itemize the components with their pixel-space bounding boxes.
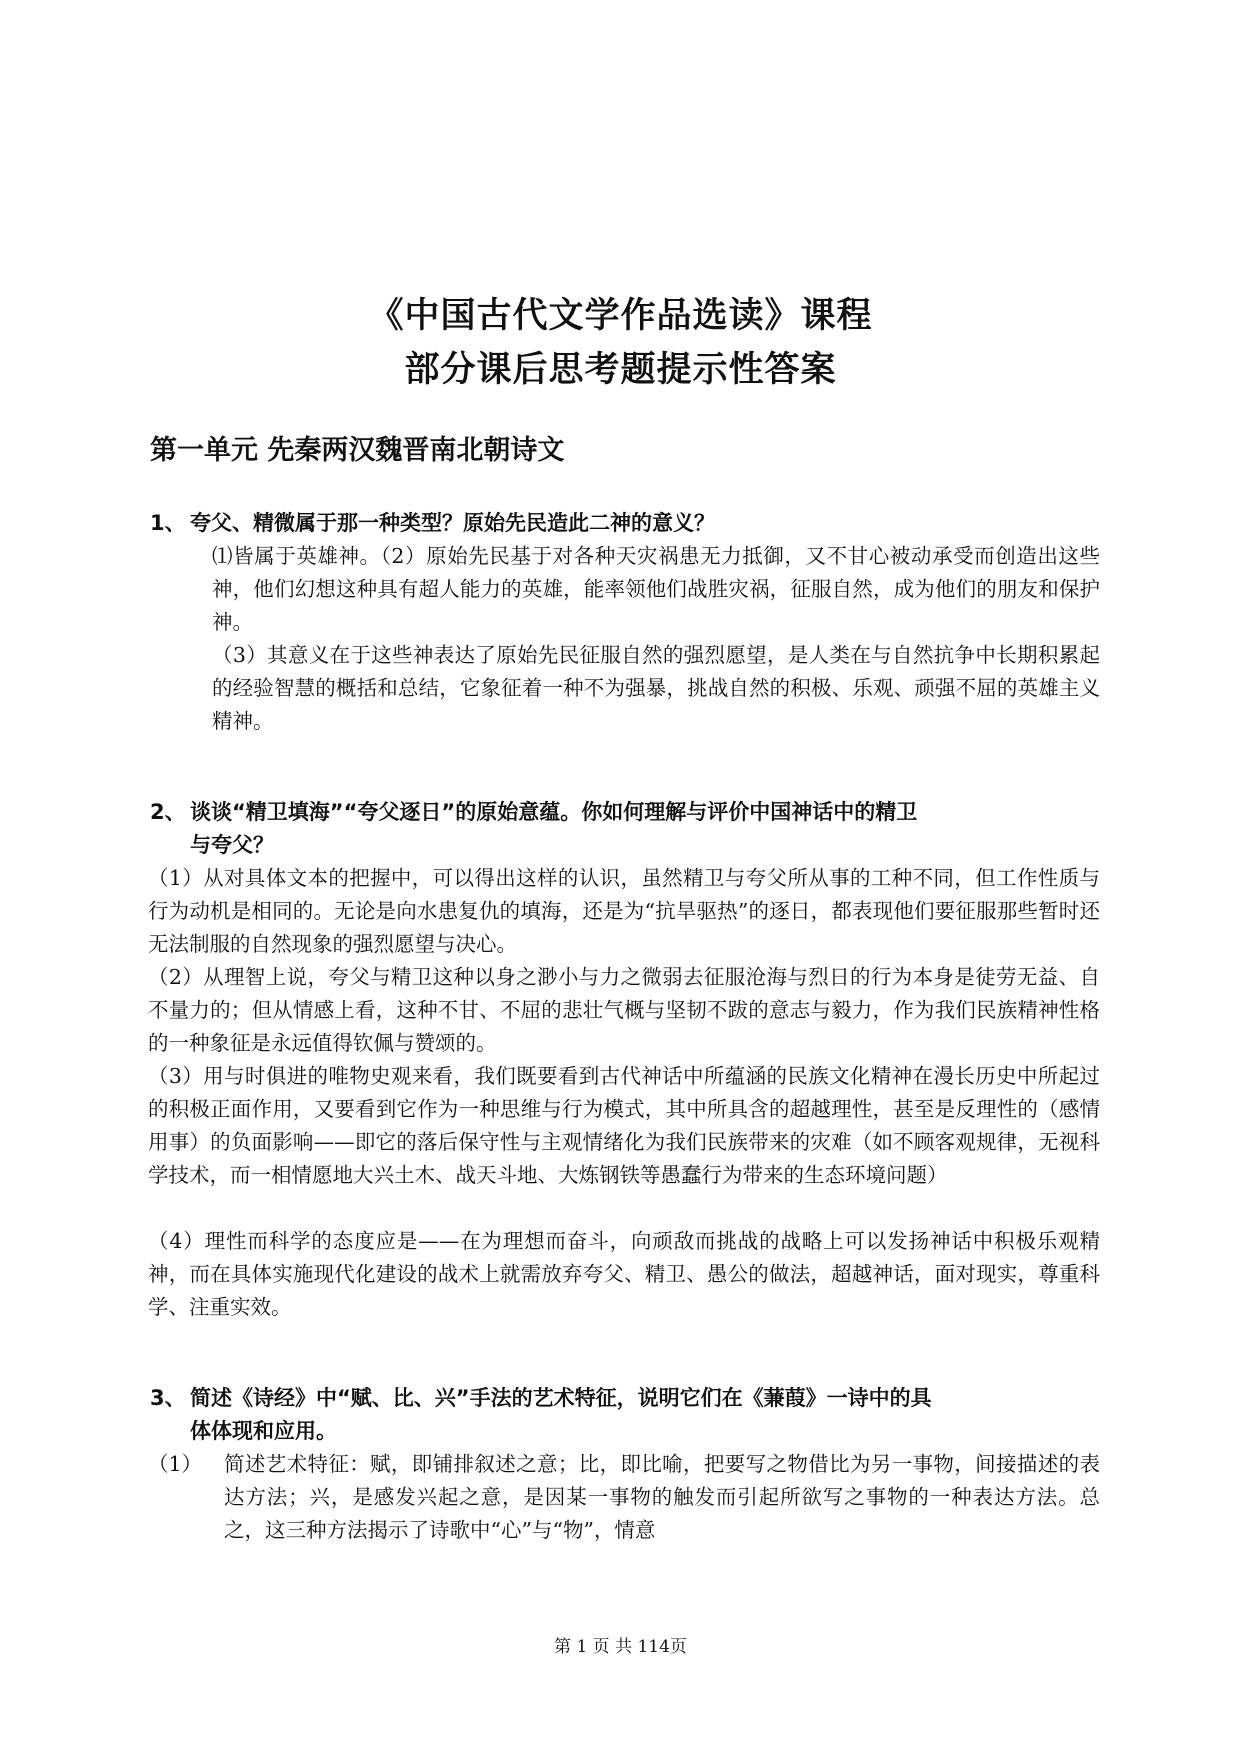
- question-1-title: [150, 507, 1100, 540]
- question-2-answer-2: （2）从理智上说，夸父与精卫这种以身之渺小与力之微弱去征服沧海与烈日的行为本身是徒劳无益、自不量力的；但从情感上看，这种不甘、不屈的悲壮气概与坚韧不跋的意志与毅力，作为我们民族精神性格的一种象征是永远值得钦佩与赞颂的。: [148, 965, 1100, 1055]
- question-3-title: [150, 1382, 1100, 1448]
- question-2-answer-1: （1）从对具体文本的把握中，可以得出这样的认识，虽然精卫与夸父所从事的工种不同，但工作性质与行为动机是相同的。无论是向水患复仇的填海，还是为“抗旱驱热”的逐日，都表现他们要征服那些暂时还无法制服的自然现象的强烈愿望与决心。: [148, 866, 1100, 956]
- unit-heading: 第一单元 先秦两汉魏晋南北朝诗文: [150, 435, 565, 466]
- document-title-line1: 《中国古代文学作品选读》课程: [368, 296, 873, 336]
- question-2-title-line2: 与夸父？: [190, 833, 274, 857]
- question-1-answer-2: （3）其意义在于这些神表达了原始先民征服自然的强烈愿望，是人类在与自然抗争中长期积累起的经验智慧的概括和总结，它象征着一种不为强暴，挑战自然的积极、乐观、顽强不屈的英雄主义精神。: [212, 643, 1100, 733]
- question-1-answer-1: ⑴皆属于英雄神。（2）原始先民基于对各种天灾祸患无力抵御，又不甘心被动承受而创造出这些神，他们幻想这种具有超人能力的英雄，能率领他们战胜灾祸，征服自然，成为他们的朋友和保护神。: [212, 544, 1100, 634]
- question-3-answer-1-number: （1）: [148, 1452, 203, 1476]
- question-2-title: [150, 796, 1100, 862]
- question-3-title-line2: 体体现和应用。: [190, 1419, 337, 1443]
- document-title-line2: 部分课后思考题提示性答案: [404, 350, 837, 390]
- question-1-number: 1、: [150, 511, 186, 535]
- question-2-number: 2、: [150, 800, 186, 824]
- question-3-number: 3、: [150, 1386, 186, 1410]
- page-footer: 第 1 页 共 114页: [554, 1637, 687, 1657]
- question-3-title-line1: 简述《诗经》中“赋、比、兴”手法的艺术特征，说明它们在《蒹葭》一诗中的具: [190, 1386, 932, 1410]
- question-2-answer-3: （3）用与时俱进的唯物史观来看，我们既要看到古代神话中所蕴涵的民族文化精神在漫长历史中所起过的积极正面作用，又要看到它作为一种思维与行为模式，其中所具含的超越理性，甚至是反理性的（感情用事）的负面影响——即它的落后保守性与主观情绪化为我们民族带来的灾难（如不顾客观规律，无视科学技术，而一相情愿地大兴土木、战天斗地、大炼钢铁等愚蠢行为带来的生态环境问题）: [148, 1064, 1100, 1187]
- question-1-title-text: 夸父、精微属于那一种类型？原始先民造此二神的意义？: [190, 511, 715, 535]
- question-2-answer-4: （4）理性而科学的态度应是——在为理想而奋斗，向顽敌而挑战的战略上可以发扬神话中积极乐观精神，而在具体实施现代化建设的战术上就需放弃夸父、精卫、愚公的做法，超越神话，面对现实，尊重科学、注重实效。: [148, 1229, 1100, 1319]
- question-2-title-line1: 谈谈“精卫填海”“夸父逐日”的原始意蕴。你如何理解与评价中国神话中的精卫: [190, 800, 918, 824]
- question-3-answer-1-text: 简述艺术特征：赋，即铺排叙述之意；比，即比喻，把要写之物借比为另一事物，间接描述的表达方法；兴，是感发兴起之意，是因某一事物的触发而引起所欲写之事物的一种表达方法。总之，这三种方法揭示了诗歌中“心”与“物”，情意: [224, 1452, 1100, 1542]
